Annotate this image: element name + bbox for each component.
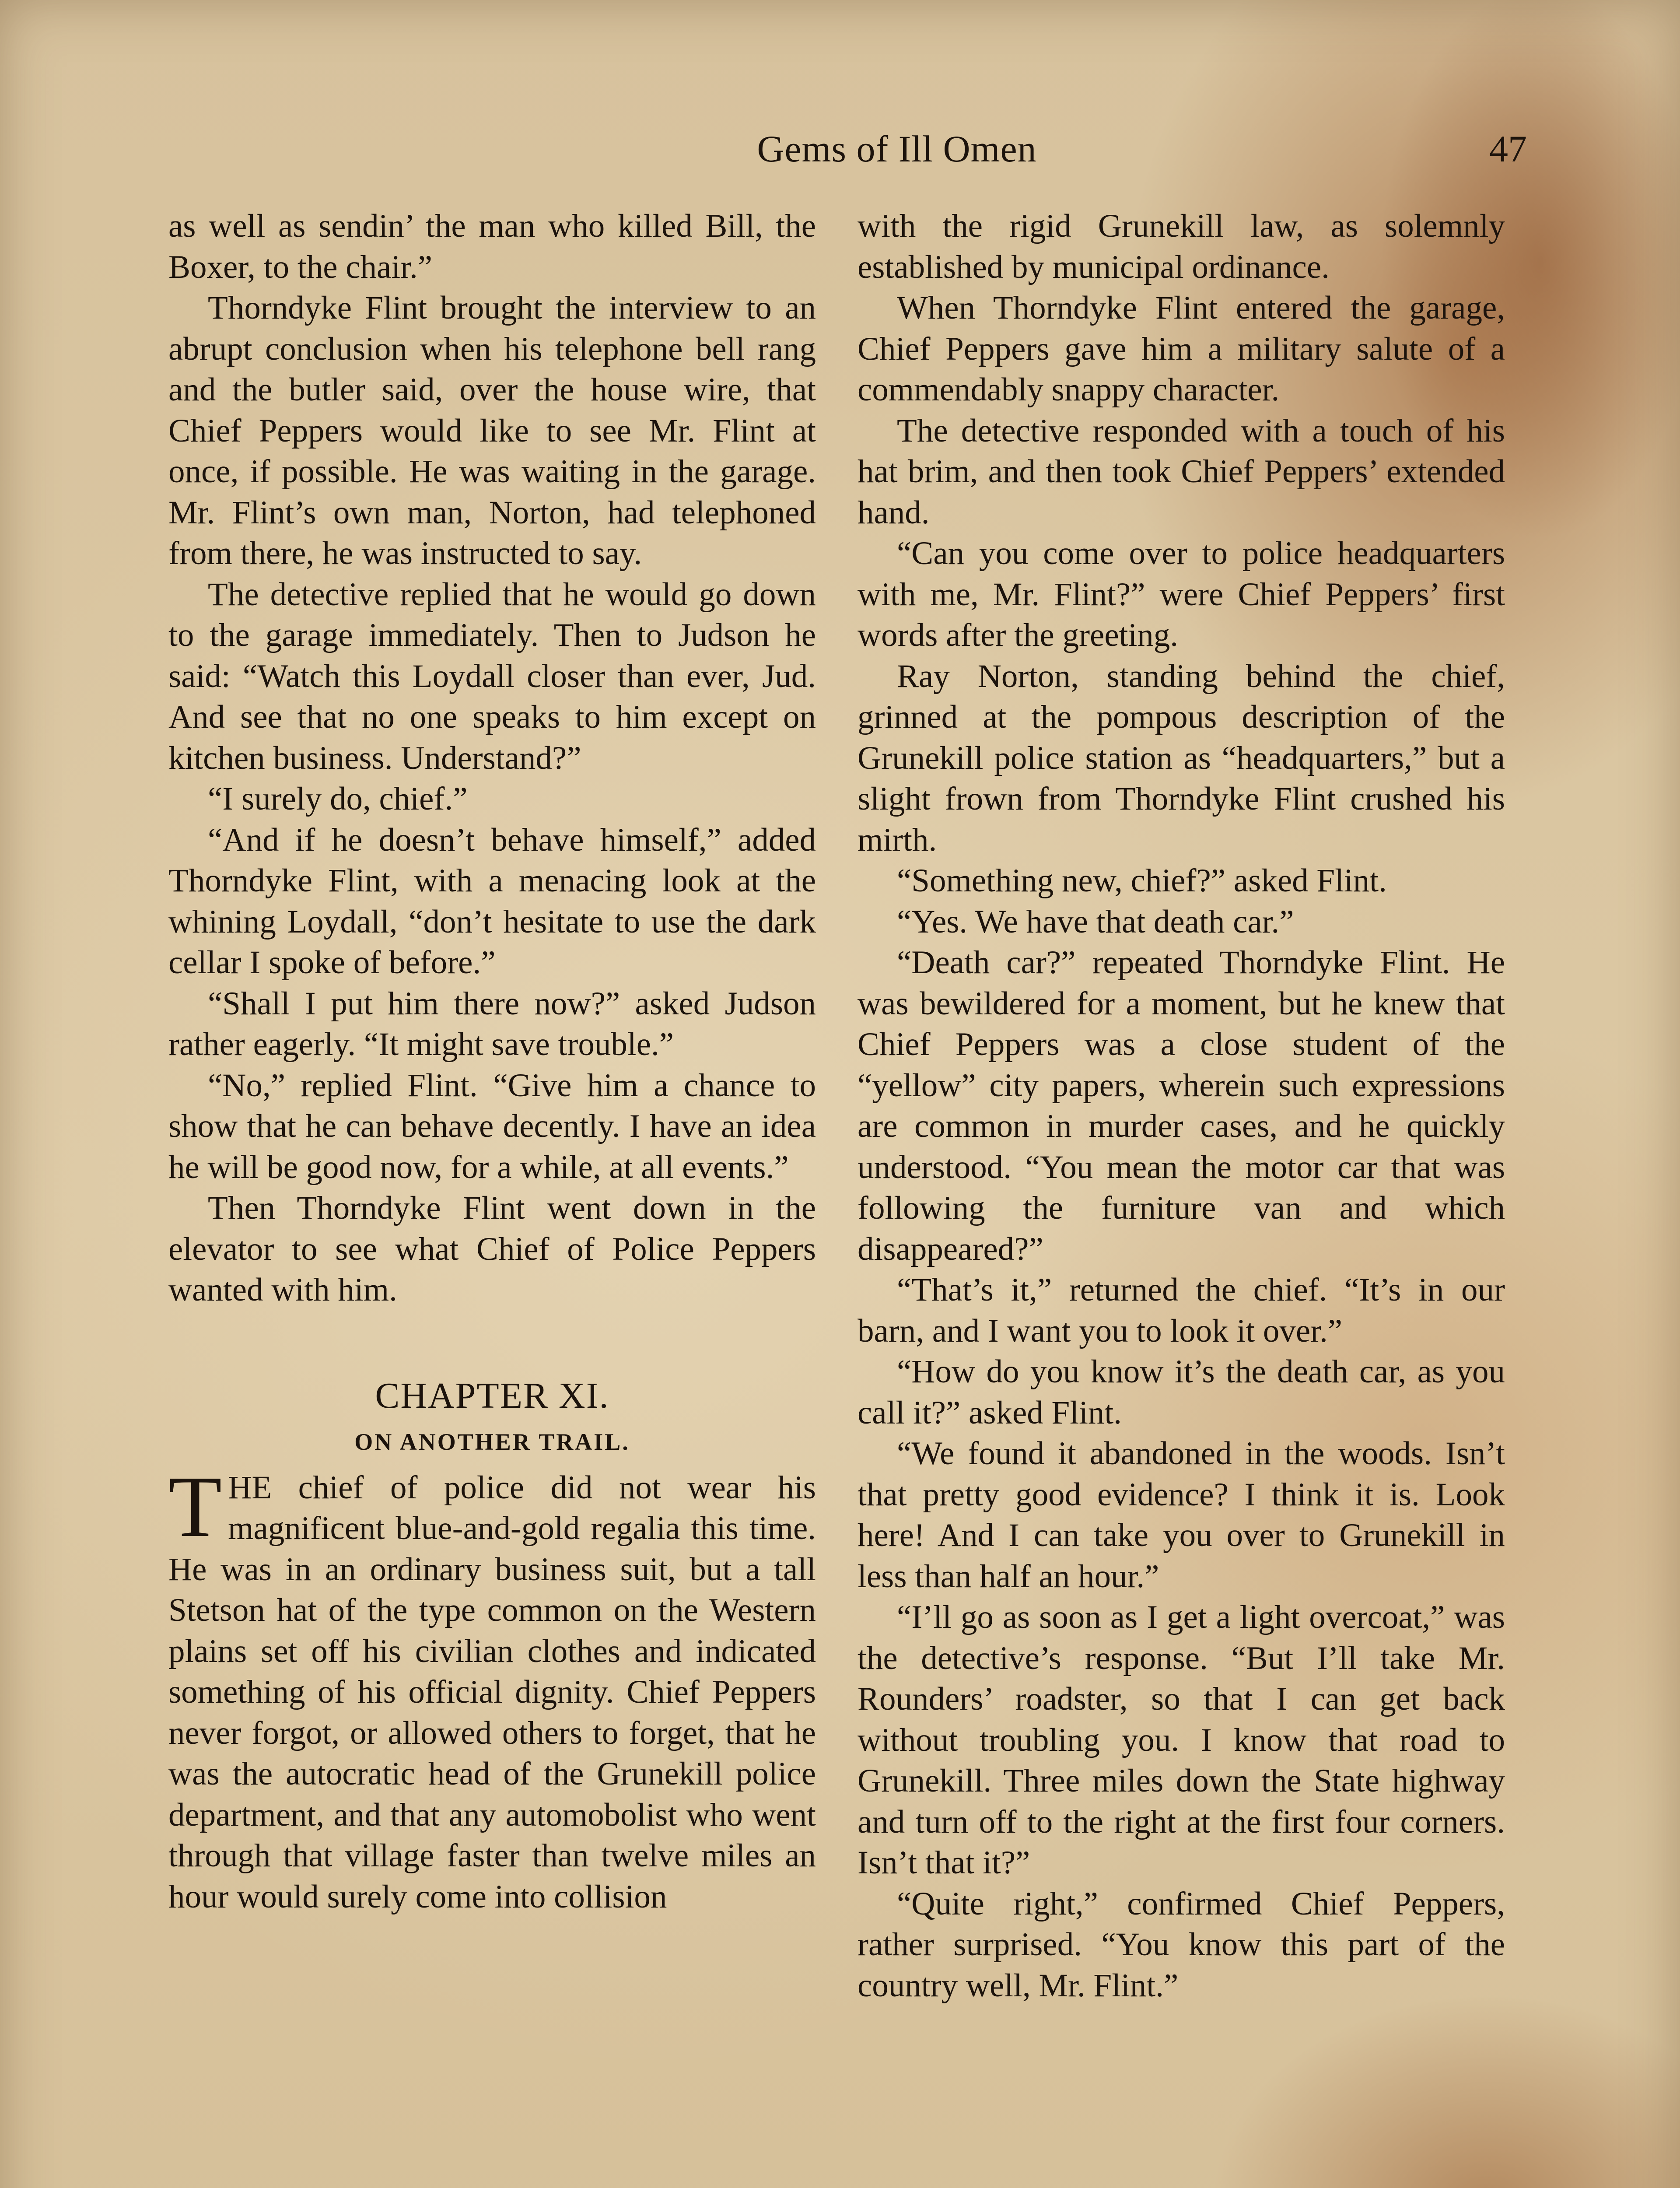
paragraph: with the rigid Grunekill law, as solemnly established by municipal ordinance. (858, 208, 1505, 285)
paragraph: “And if he doesn’t behave himself,” added Thorndyke Flint, with a menacing look at the whining Loydall, “don’t hesitate to use the dark cellar I spoke of before.” (168, 821, 816, 981)
paragraph: “I surely do, chief.” (208, 781, 468, 817)
paragraph: “Yes. We have that death car.” (897, 903, 1294, 940)
paragraph: “Something new, chief?” asked Flint. (897, 863, 1387, 899)
chapter-heading: CHAPTER XI. (375, 1375, 609, 1416)
paragraph: “That’s it,” returned the chief. “It’s in our barn, and I want you to look it over.” (858, 1272, 1505, 1349)
left-column (168, 206, 816, 1917)
paragraph: When Thorndyke Flint entered the garage, Chief Peppers gave him a military salute of a commendably snappy character. (858, 290, 1505, 408)
paragraph: “Shall I put him there now?” asked Judson rather eagerly. “It might save trouble.” (168, 985, 816, 1062)
paragraph: “Death car?” repeated Thorndyke Flint. He was bewildered for a moment, but he knew that Chief Peppers was a close student of the “yellow” city papers, wherein such expressions are common in murder cases, and he quickly understood. “You mean the motor car that was following the furniture van and which disappeared?” (858, 944, 1505, 1267)
paragraph: The detective replied that he would go down to the garage immediately. Then to Judson he said: “Watch this Loydall closer than ever, Jud. And see that no one speaks to him except on kitchen business. Understand?” (168, 576, 816, 776)
paragraph: The detective responded with a touch of his hat brim, and then took Chief Peppers’ extended hand. (858, 412, 1505, 531)
chapter-subtitle: ON ANOTHER TRAIL. (354, 1428, 630, 1455)
paragraph: “How do you know it’s the death car, as you call it?” asked Flint. (858, 1353, 1505, 1431)
right-column (858, 206, 1505, 2006)
paragraph: Ray Norton, standing behind the chief, grinned at the pompous description of the Grunekill police station as “headquarters,” but a slight frown from Thorndyke Flint crushed his mirth. (858, 658, 1505, 858)
drop-cap: T (168, 1458, 222, 1555)
paragraph: “Can you come over to police headquarters with me, Mr. Flint?” were Chief Peppers’ first words after the greeting. (858, 535, 1505, 653)
paragraph: as well as sendin’ the man who killed Bill, the Boxer, to the chair.” (168, 208, 816, 285)
paragraph: “Quite right,” confirmed Chief Peppers, rather surprised. “You know this part of the country well, Mr. Flint.” (858, 1885, 1505, 2004)
page-number: 47 (1489, 128, 1527, 170)
paragraph: Then Thorndyke Flint went down in the elevator to see what Chief of Police Peppers wanted with him. (168, 1190, 816, 1308)
paragraph: Thorndyke Flint brought the interview to an abrupt conclusion when his telephone bell rang and the butler said, over the house wire, that Chief Peppers would like to see Mr. Flint at once, if possible. He was waiting in the garage. Mr. Flint’s own man, Norton, had telephoned from there, he was instructed to say. (168, 290, 816, 572)
paragraph: “No,” replied Flint. “Give him a chance to show that he can behave decently. I have an idea he will be good now, for a while, at all events.” (168, 1067, 816, 1185)
paragraph: “We found it abandoned in the woods. Isn’t that pretty good evidence? I think it is. Look here! And I can take you over to Grunekill in less than half an hour.” (858, 1435, 1505, 1595)
chapter-opening-text: HE chief of police did not wear his magnificent blue-and-gold regalia this time. He was in an ordinary business suit, but a tall Stetson hat of the type common on the Western plains set off his civilian clothes and indicated something of his official dignity. Chief Peppers never forgot, or allowed others to forget, that he was the autocratic head of the Grunekill police department, and that any automobolist who went through that village faster than twelve miles an hour would surely come into collision (168, 1469, 816, 1915)
running-title: Gems of Ill Omen (757, 128, 1037, 170)
paragraph: “I’ll go as soon as I get a light overcoat,” was the detective’s response. “But I’ll take Mr. Rounders’ roadster, so that I can get back without troubling you. I know that road to Grunekill. Three miles down the State highway and turn off to the right at the first four corners. Isn’t that it?” (858, 1599, 1505, 1881)
chapter-opening-paragraph (168, 1458, 816, 1918)
